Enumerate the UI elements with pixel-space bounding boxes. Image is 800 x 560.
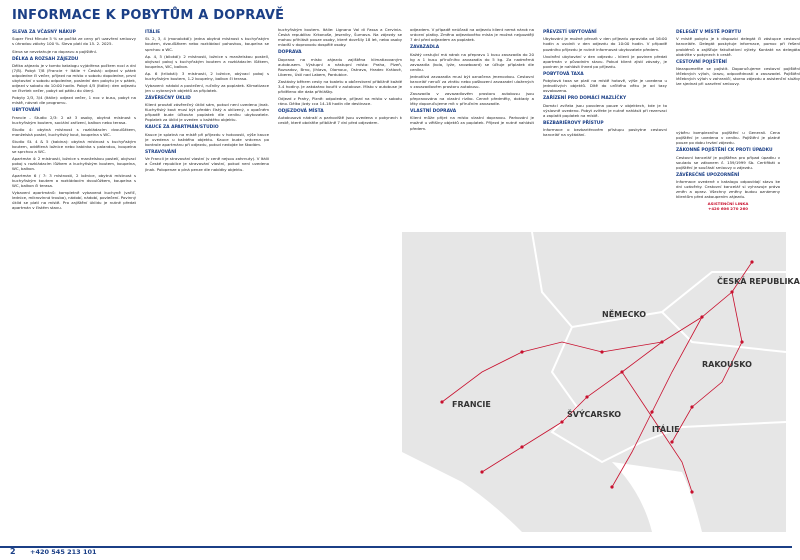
paragraph: Pobytová taxa se platí na místě hotově, výše je uvedena u jednotlivých objektů. Dítě do určitého věku je od taxy osvobozeno. [543,78,667,94]
paragraph: Doprava na místo zájezdu zajištěna klimatizovaným autobusem. Výstupní a nástupní místa: Praha, Plzeň, Rozvadov, Brno, Jihlava, Olomouc, Ostrava, Hradec Králové, Liberec, Ústí nad Labem, Pardubice. [278,56,402,77]
paragraph: Sleva se nevztahuje na dopravu a pojištění. [12,48,98,54]
assist-line-phone: +420 606 270 260 [708,206,748,212]
section-heading: ZÁVĚREČNÉ UPOZORNĚNÍ [676,172,740,178]
page-title: INFORMACE K POBYTŮM A DOPRAVĚ [12,8,285,23]
footer [0,534,792,560]
footer-bar [0,546,792,548]
paragraph: Odjezd z Prahy, Plzně: odpoledne, příjezd na místo v sobotu ráno. Délka jízdy cca 14-18 hodin dle destinace. [278,95,402,106]
footer-phone: +420 545 213 101 [30,548,97,556]
paragraph: Ubytování je možné převzít v den příjezdu zpravidla od 16:00 hodin a uvolnit v den odjezdu do 10:00 hodin. V případě pozdního příjezdu je nutné informovat ubytovatele předem. [543,36,667,52]
paragraph: Pobyty 2/3, 3/4 (Itálie): odjezd večer, 1 noc v busu, pobyt na místě, návrat dle programu. [12,95,136,106]
section-heading: ZÁVĚREČNÝ ÚKLID [145,95,191,101]
paragraph: St. 2, 3, 4 (monolokál): jedna obytná místnost s kuchyňským koutem, dvoulůžkem nebo rozkládací pohovkou, koupelna se sprchou a WC. [145,36,269,52]
paragraph: Studio 4: obytná místnost s rozkládacím dvoulůžkem, manželská postel, kuchyňský kout, koupelna s WC. [12,126,136,137]
label-italy: ITÁLIE [652,425,680,434]
paragraph: Apartmán 4: 2 místnosti, ložnice s manželskou postelí, obývací pokoj s rozkládacím lůžkem a kuchyňským koutem, koupelna, WC, balkon. [12,156,136,172]
section-heading: ITÁLIE [145,30,161,35]
paragraph: Nezapomeňte se pojistit. Doporučujeme cestovní pojištění léčebných výloh, úrazu, odpovědnosti a zavazadel. Pojištění léčebných výloh v zahraničí, storno zájezdu a asistenční služby lze sjednat při uzavření smlouvy. [676,66,800,87]
column-7 [676,130,780,230]
section-heading: POBYTOVÁ TAXA [543,71,584,77]
paragraph: Uvolnění ubytování v den odjezdu - klient je povinen předat apartmán v původním stavu. Pokud klient zjistí závady, je povinen je nahlásit ihned po příjezdu. [543,53,667,69]
paragraph: odjezdem. V případě neúčasti na odjezdu klient nemá nárok na vrácení platby. Změna odjezdového místa je možná nejpozději 7 dní před odjezdem za poplatek. [410,27,534,43]
paragraph: Informace uvedené v katalogu odpovídají stavu ke dni uzávěrky. Cestovní kancelář si vyhrazuje právo změn a oprav. Všechny změny budou oznámeny klientům před zakoupením zájezdu. [676,179,780,200]
column-2 [145,27,269,532]
paragraph: Každý cestující má nárok na přepravu 1 kusu zavazadla do 20 kg a 1 kusu příručního zavazadla do 5 kg. Za nadměrná zavazadla (kola, lyže, snowboard) se účtuje příplatek dle ceníku. [410,51,534,72]
section-heading: ZÁKONNÉ POJIŠTĚNÍ CK PROTI ÚPADKU [676,148,773,154]
paragraph: Jednotlivá zavazadla musí být označena jmenovkou. Cestovní kancelář neručí za ztrátu nebo poškození zavazadel uložených v zavazadlovém prostoru autobusu. [410,73,534,89]
section-heading: DÉLKA A ROZSAH ZÁJEZDU [12,56,79,62]
column-5 [543,27,667,230]
paragraph: Zastávky během cesty na toaletu a občerstvení přibližně každé 3-4 hodiny. Je zakázáno kouřit v autobuse. Místo v autobuse je přiděleno dle data přihlášky. [278,78,402,94]
map-svg [402,232,800,532]
paragraph: Super First Minute 5 % se počítá ze ceny při uzavření smlouvy s úhradou zálohy 100 %. Sleva platí do 15. 2. 2025. [12,36,136,47]
column-1 [12,27,136,532]
section-heading: KAUCE ZA APARTMÁN/STUDIO [145,125,219,131]
paragraph: Cestovní kancelář je pojištěna pro případ úpadku v souladu se zákonem č. 159/1999 Sb. Certifikát o pojištění je součástí smlouvy o zájezdu. [676,154,780,170]
route-map [402,232,800,532]
paragraph: Délka zájezdu je v tomto katalogu vyjádřena počtem nocí a dní (7/8). Pobyt 7/8 (Francie + Itálie + Česká): odjezd v pátek odpoledne či večer, příjezd na místo v sobotu dopoledne, první ubytování v sobotu odpoledne, poslední den pobytu je v pátek, odjezd v sobotu do 10:00 hodin. Pobyt 4/5 (Itálie): den odjezdu ve čtvrtek večer, pobyt od pátku do úterý. [12,62,136,94]
label-switzerland: ŠVÝCARSKO [567,410,622,419]
paragraph: Ap. 6 (trilokál): 3 místnosti, 2 ložnice, obývací pokoj s kuchyňským koutem, 1-2 koupelny, balkon či terasa. [145,70,269,81]
section-heading: VLASTNÍ DOPRAVA [410,109,457,115]
paragraph: V místě pobytu je k dispozici delegát či zástupce cestovní kanceláře. Delegát poskytuje informace, pomoc při řešení problémů a zajišťuje fakultativní výlety. Kontakt na delegáta obdržíte v pokynech k cestě. [676,36,800,57]
column-4 [410,27,534,230]
paragraph: Apartmán 6 / 7: 3 místnosti, 2 ložnice, obytná místnost s kuchyňským koutem a rozkládacím dvoulůžkem, koupelna s WC, balkon či terasa. [12,173,136,189]
paragraph: Informace o bezbariérovém přístupu poskytne cestovní kancelář na vyžádání. [543,127,667,138]
paragraph: výběru komplexního pojištění u Generali. Cena pojištění je uvedena v ceníku. Pojištění je platné pouze po dobu trvání zájezdu. [676,130,780,146]
section-heading: PŘEVZETÍ UBYTOVÁNÍ [543,30,597,35]
section-heading: BEZBARIÉROVÝ PŘÍSTUP [543,120,604,126]
label-austria: RAKOUSKO [702,360,752,369]
paragraph: Vybavení apartmánů: kompletně vybavená kuchyně (vařič, lednice, mikrovlnná trouba), nádobí, nádobí, povlečení. Povinný úklid se platí na místě. Pro zajištění úklidu je nutné předat apartmán v čistém stavu. [12,190,137,211]
section-heading: UBYTOVÁNÍ [12,108,41,114]
section-heading: SLEVA ZA VČASNÝ NÁKUP [12,30,76,35]
label-germany: NĚMECKO [602,310,647,319]
paragraph: Klient může přijet na místo vlastní dopravou. Parkování je možné u většiny objektů za poplatek. Příjezd je nutné nahlásit předem. [410,115,534,131]
paragraph: Domácí zvířata jsou povolena pouze v objektech, kde je to výslovně uvedeno. Pobyt zvířete je nutné nahlásit při rezervaci a zaplatit poplatek na místě. [543,102,667,118]
paragraph: Ap. 4, 5 (bilokál): 2 místnosti, ložnice s manželskou postelí, obývací pokoj s kuchyňským koutem a rozkládacím lůžkem, koupelna, WC, balkon. [145,53,269,69]
section-heading: ODJEZDOVÁ MÍSTA [278,109,324,115]
paragraph: Autobusová nádraží a parkoviště jsou uvedena v pokynech k cestě, které obdržíte přibližně 7 dní před odjezdem. [278,115,402,126]
page-number: 2 [10,547,16,556]
column-3 [278,27,402,532]
paragraph: Studio St. 4 & 5 (kabina): obytná místnost s kuchyňským koutem, oddělená ložnice nebo kabinka s palandou, koupelna se sprchou a WC. [12,138,136,155]
section-heading: CESTOVNÍ POJIŠTĚNÍ [676,59,727,65]
paragraph: Ve Francii je stravování vlastní (v ceně nejsou zahrnuty). V Itálii a České republice je stravování vlastní, pokud není uvedeno jinak. Polopenze a plná penze dle nabídky objektu. [145,156,269,172]
paragraph: kuchyňským koutem. Itálie: Lignano Val di Fassa a Cervinia. Česká republika: Krkonoše, Jeseníky, Šumava. Na zájezdy se mohou přihlásit pouze osoby, které dovršily 18 let, nebo osoby mladší v doprovodu dospělé osoby. [278,27,402,48]
section-heading: DOPRAVA [278,50,302,56]
label-czech-republic: ČESKÁ REPUBLIKA [717,277,800,286]
paragraph: Francie - Studio 2/3: 2 až 3 osoby, obytná místnost s kuchyňským koutem, sociální zařízení, balkon nebo terasa. [12,114,136,125]
paragraph: Kauce je splatná na místě při příjezdu v hotovosti, výše kauce je uvedena u každého objektu. Kauce bude vrácena po kontrole apartmánu při odjezdu, pokud nedojde ke škodám. [145,131,269,147]
section-heading: STRAVOVÁNÍ [145,150,177,156]
paragraph: Zavazadla v zavazadlovém prostoru autobusu jsou přepravována na vlastní riziko. Cenné předměty, doklady a léky doporučujeme mít v příručním zavazadle. [410,90,534,106]
section-heading: ZAVAZADLA [410,45,440,51]
section-heading: DELEGÁT V MÍSTĚ POBYTU [676,30,742,35]
assist-line-title: ASISTENČNÍ LINKA [707,201,749,207]
label-france: FRANCIE [452,400,491,409]
paragraph: Klient provádí závěrečný úklid sám, pokud není uvedeno jinak. Kuchyňský kout musí být předán čistý a uklizený, v opačném případě bude účtován poplatek dle ceníku ubytovatele. Poplatek za úklid je uveden u každého objektu. [145,102,269,123]
paragraph: Vybavení: nádobí a povlečení, ručníky za poplatek. Klimatizace jen u vybraných objektů za příplatek. [145,82,269,93]
section-heading: ZAŘÍZENÍ PRO DOMÁCÍ MAZLÍČKY [543,96,627,102]
